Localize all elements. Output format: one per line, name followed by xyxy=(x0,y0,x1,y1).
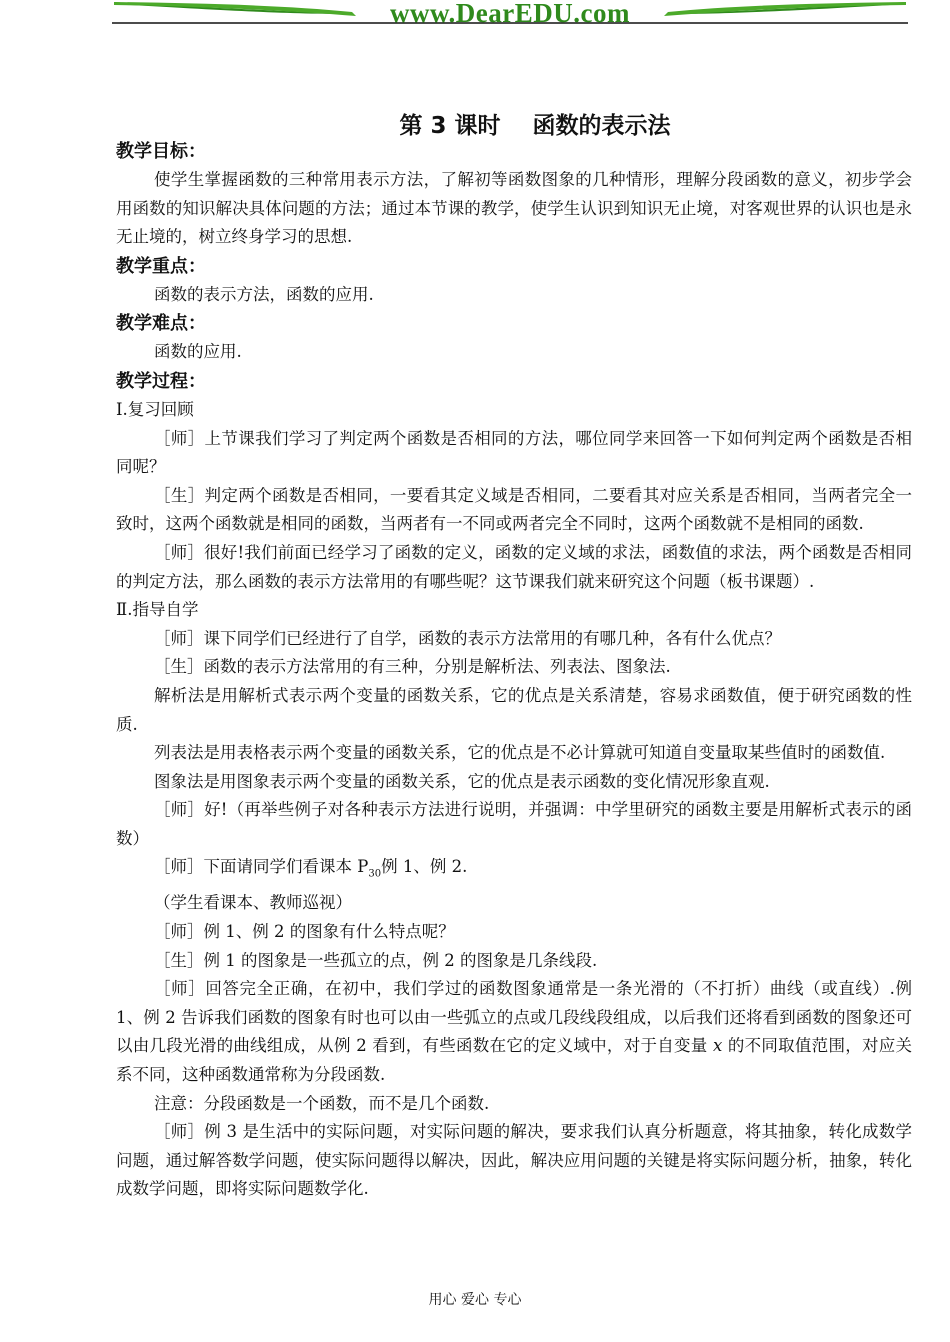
key-text: 函数的表示方法，函数的应用. xyxy=(154,284,374,304)
document-body xyxy=(116,137,912,1204)
paragraph xyxy=(116,975,912,1089)
paragraph: ［师］例 1、例 2 的图象有什么特点呢？ xyxy=(154,921,455,941)
paragraph: 列表法是用表格表示两个变量的函数关系，它的优点是不必计算就可知道自变量取某些值时的函数值. xyxy=(154,743,886,763)
paragraph: ［生］例 1 的图象是一些孤立的点，例 2 的图象是几条线段. xyxy=(154,950,598,970)
text-run: 的不同取值范围，对应关系不同，这种函数通常称为分段函数. xyxy=(116,1036,912,1084)
section-review: Ⅰ.复习回顾 xyxy=(116,399,194,419)
paragraph: ［师］上节课我们学习了判定两个函数是否相同的方法，哪位同学来回答一下如何判定两个函数是否相同呢？ xyxy=(116,428,912,477)
difficulty-text: 函数的应用. xyxy=(154,342,242,362)
paragraph: 注意：分段函数是一个函数，而不是几个函数. xyxy=(154,1093,490,1113)
page-subscript: 30 xyxy=(368,868,382,880)
page-title: 第 3 课时 函数的表示法 xyxy=(399,113,671,139)
page-footer: 用心 爱心 专心 xyxy=(428,1292,522,1308)
goal-text: 使学生掌握函数的三种常用表示方法，了解初等函数图象的几种情形，理解分段函数的意义，初步学会用函数的知识解决具体问题的方法；通过本节课的教学，使学生认识到知识无止境，对客观世界的认识也是永无止境的，树立终身学习的思想. xyxy=(116,170,912,247)
paragraph: （学生看课本、教师巡视） xyxy=(154,893,352,913)
site-header xyxy=(112,0,908,30)
text-run: ［师］下面请同学们看课本 P xyxy=(154,857,369,877)
paragraph: ［师］好!（再举些例子对各种表示方法进行说明，并强调：中学里研究的函数主要是用解析式表示的函数） xyxy=(116,800,912,848)
variable-x: x xyxy=(713,1036,723,1056)
difficulty-heading: 教学难点： xyxy=(116,313,206,335)
paragraph: ［师］很好!我们前面已经学习了函数的定义，函数的定义域的求法，函数值的求法，两个函数是否相同的判定方法，那么函数的表示方法常用的有哪些呢？这节课我们就来研究这个问题（板书课题）. xyxy=(116,542,912,591)
goal-heading: 教学目标： xyxy=(116,141,206,162)
paragraph: ［师］课下同学们已经进行了自学，函数的表示方法常用的有哪几种，各有什么优点？ xyxy=(154,628,781,648)
paragraph: ［师］例 3 是生活中的实际问题，对实际问题的解决，要求我们认真分析题意，将其抽象，转化成数学问题，通过解答数学问题，使实际问题得以解决，因此，解决应用问题的关键是将实际问题分析，抽象，转化成数学问题，即将实际问题数学化. xyxy=(116,1122,912,1199)
section-self-study: Ⅱ.指导自学 xyxy=(116,600,199,620)
text-run: 例 1、例 2. xyxy=(381,857,468,877)
process-heading: 教学过程： xyxy=(116,370,206,392)
paragraph: 图象法是用图象表示两个变量的函数关系，它的优点是表示函数的变化情况形象直观. xyxy=(154,771,770,791)
site-logo: www.DearEDU.com xyxy=(390,0,630,28)
paragraph: ［生］判定两个函数是否相同，一要看其定义域是否相同，二要看其对应关系是否相同，当两者完全一致时，这两个函数就是相同的函数，当两者有一不同或两者完全不同时，这两个函数就不是相同的函数. xyxy=(116,485,912,534)
paragraph xyxy=(116,853,912,889)
key-heading: 教学重点： xyxy=(116,255,206,277)
paragraph: ［生］函数的表示方法常用的有三种，分别是解析法、列表法、图象法. xyxy=(154,657,671,677)
text-run: ［师］回答完全正确，在初中，我们学过的函数图象通常是一条光滑的（不打折）曲线（或直线）.例 1、例 2 告诉我们函数的图象有时也可以由一些弧立的点或几段线段组成，以后我们还将看到函数的图象还可以由几段光滑的曲线组成，从例 2 看到，有些函数在它的定义域中，对于自变量 xyxy=(116,979,912,1056)
paragraph: 解析法是用解析式表示两个变量的函数关系，它的优点是关系清楚，容易求函数值，便于研究函数的性质. xyxy=(116,685,912,734)
